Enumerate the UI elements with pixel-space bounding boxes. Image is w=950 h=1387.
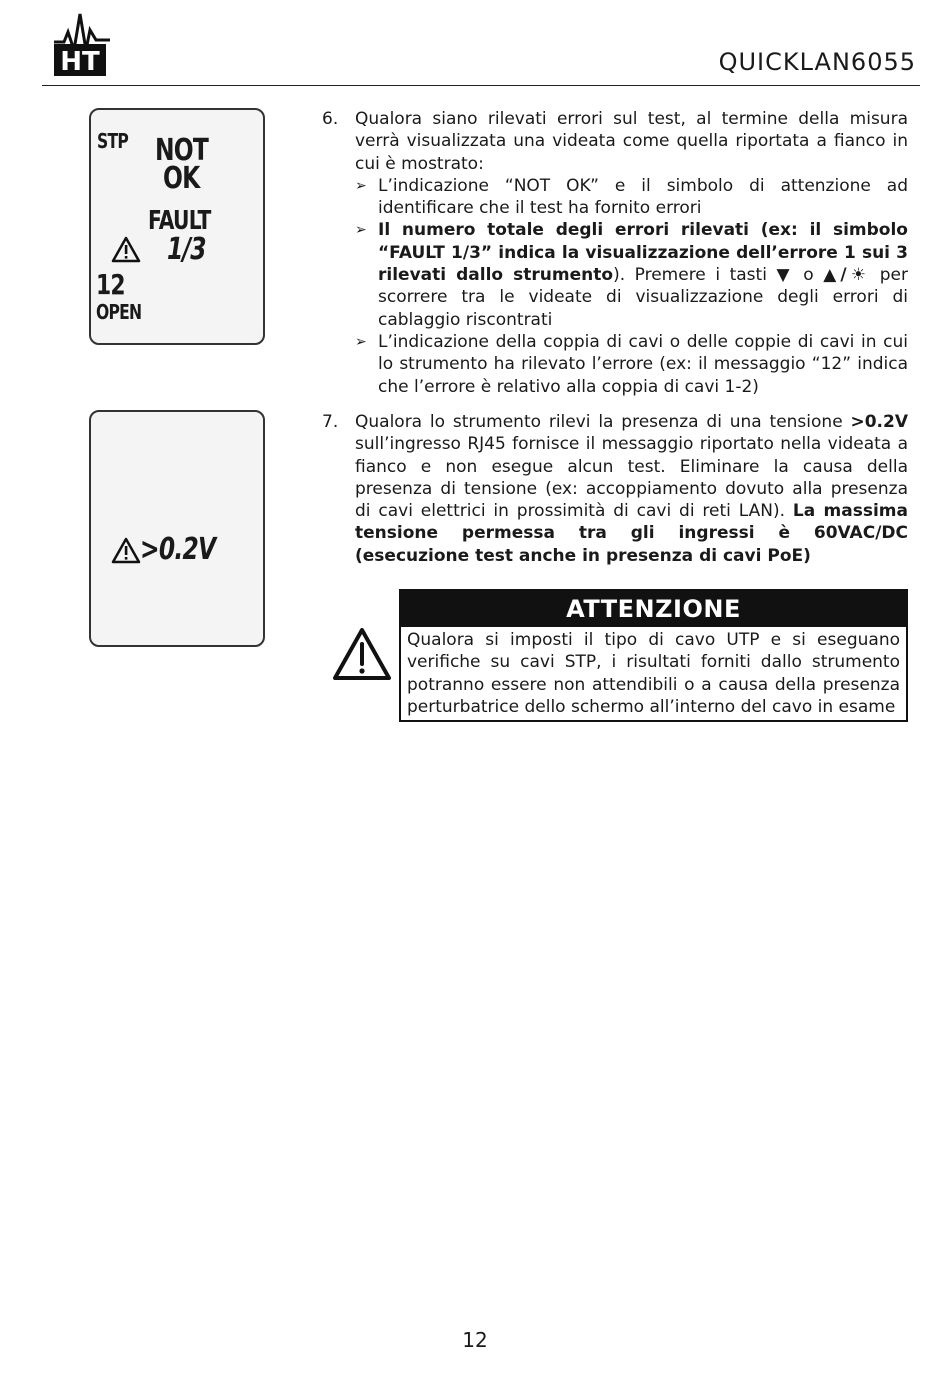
step-7-text: sull’ingresso RJ45 fornisce il messaggio riportato nella videata a fianco e non esegue alcun test. Eliminare la causa della presenza di tensione (ex: accoppiamento dovuto alla presenza di cavi elettrici in prossimità di cavi di reti LAN). [355,434,908,522]
lcd-pair-status: OPEN [96,300,142,324]
bullet-text: per scorrere tra le videate di visualizzazione degli errori di cablaggio riscontrati [378,265,908,330]
bullet-text: L’indicazione della coppia di cavi o delle coppie di cavi in cui lo strumento ha rilevato l’errore (ex: il messaggio “12” indica che l’errore è relativo alla coppia di cavi 1-2) [378,331,908,397]
step-6-intro: Qualora siano rilevati errori sul test, al termine della misura verrà visualizzata una videata come quella riportata a fianco in cui è mostrato: [355,109,908,174]
step-7-text: Qualora lo strumento rilevi la presenza di una tensione [355,412,851,432]
lcd-fault-label: FAULT [148,206,211,236]
ht-logo [52,10,112,78]
backlight-key-icon: ☀ [846,265,871,286]
page-number: 12 [462,1328,488,1352]
bullet-arrow-icon: ➢ [355,177,367,194]
bullet-arrow-icon: ➢ [355,333,367,350]
lcd-pair: 12 [96,268,125,301]
lcd-display-voltage [89,410,265,647]
step-7 [322,411,908,567]
lcd-warning-icon [111,537,141,564]
lcd-status-not: NOT [155,133,209,168]
lcd-status-ok: OK [163,161,200,196]
lcd-warning-icon [111,236,141,263]
bullet-arrow-icon: ➢ [355,222,367,239]
step-7-bold-text: La massima tensione permessa tra gli ingressi è 60VAC/DC (esecuzione test anche in presenza di cavi PoE) [355,501,908,566]
warning-box [399,589,908,722]
header-rule [42,85,920,86]
bullet-bold-text: Il numero totale degli errori rilevati (ex: il simbolo “FAULT 1/3” indica la visualizzazione dell’errore 1 sui 3 rilevati dallo strumento [378,220,908,286]
step-number: 6. [322,109,339,129]
up-key-icon: ▲/ [823,265,847,286]
warning-text: Qualora si imposti il tipo di cavo UTP e si eseguano verifiche su cavi STP, i risultati forniti dallo strumento potranno essere non attendibili o a causa della presenza perturbatrice dello schermo all’interno del cavo in esame [407,630,900,717]
warning-icon [332,627,392,681]
lcd-display-fault [89,108,265,345]
step-7-voltage: >0.2V [850,412,908,432]
bullet-text: ). Premere i tasti ▼ o [613,265,824,286]
bullet-text: L’indicazione “NOT OK” e il simbolo di attenzione ad identificare che il test ha fornito errori [378,175,908,219]
lcd-voltage: >0.2V [140,532,216,567]
model-name: QUICKLAN6055 [718,48,916,76]
bullet-item [355,219,908,330]
warning-title: ATTENZIONE [401,591,906,627]
logo-text: HT [60,47,100,77]
bullet-item [355,175,908,220]
step-6 [322,108,908,398]
bullet-item [355,331,908,398]
lcd-mode: STP [97,129,128,153]
lcd-fault-count: 1/3 [167,232,206,267]
step-number: 7. [322,412,339,432]
